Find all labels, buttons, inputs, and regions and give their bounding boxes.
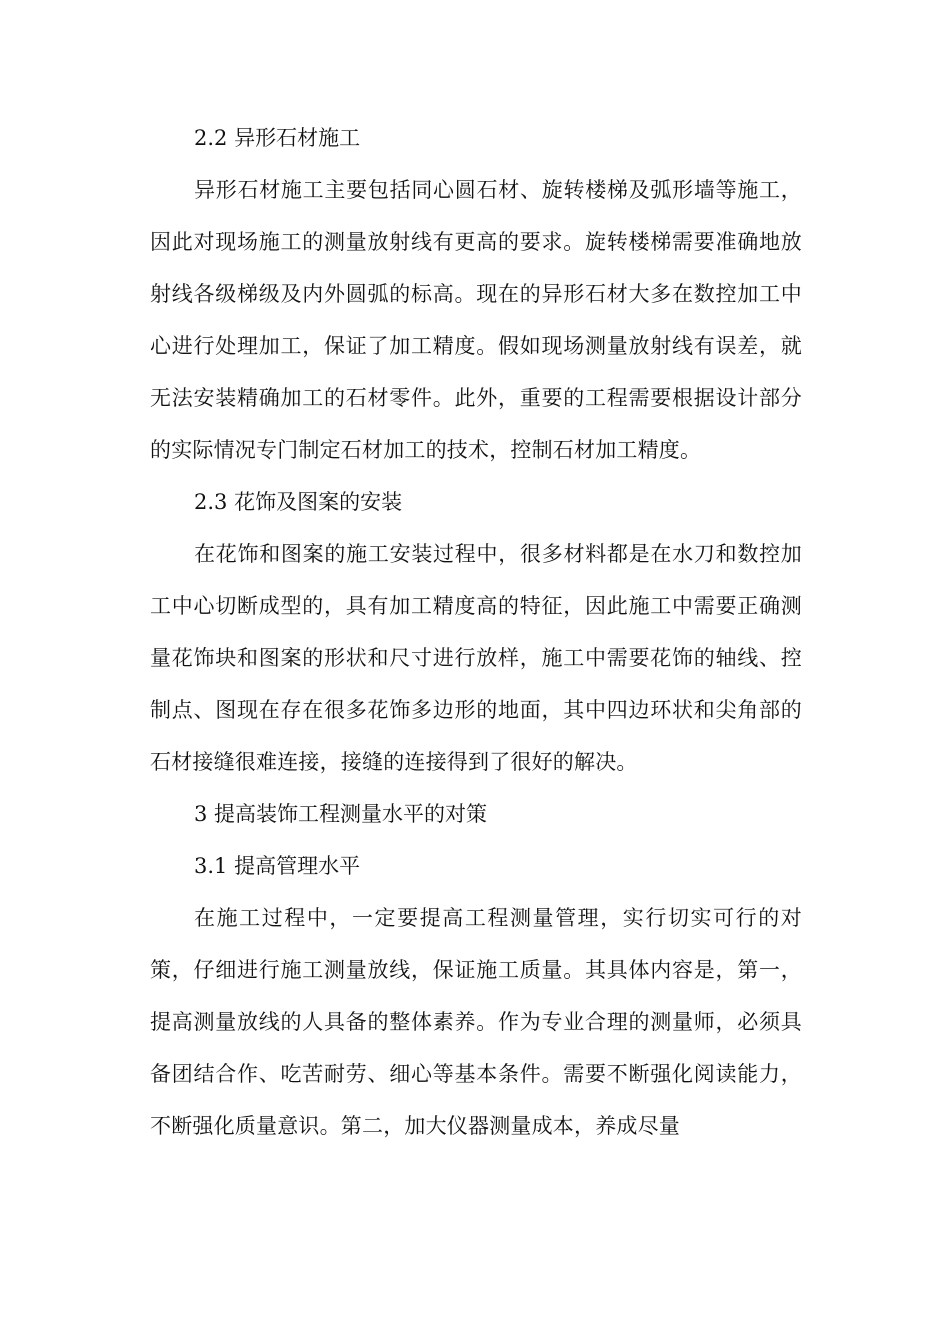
paragraph-management: 在施工过程中，一定要提高工程测量管理，实行切实可行的对策，仔细进行施工测量放线，保证施工质量。其具体内容是，第一，提高测量放线的人具备的整体素养。作为专业合理的测量师，必须具备团结合作、吃苦耐劳、细心等基本条件。需要不断强化阅读能力，不断强化质量意识。第二，加大仪器测量成本，养成尽量 (150, 906, 802, 1138)
section-heading-2-2: 2.2 异形石材施工 (194, 126, 361, 150)
section-heading-2-3: 2.3 花饰及图案的安装 (194, 490, 403, 514)
section-heading-3: 3 提高装饰工程测量水平的对策 (194, 802, 488, 826)
paragraph-ornament-installation: 在花饰和图案的施工安装过程中，很多材料都是在水刀和数控加工中心切断成型的，具有加工精度高的特征，因此施工中需要正确测量花饰块和图案的形状和尺寸进行放样，施工中需要花饰的轴线、控制点、图现在存在很多花饰多边形的地面，其中四边环状和尖角部的石材接缝很难连接，接缝的连接得到了很好的解决。 (150, 542, 802, 774)
section-heading-3-1: 3.1 提高管理水平 (194, 854, 361, 878)
document-body (150, 112, 802, 1152)
paragraph-special-stone: 异形石材施工主要包括同心圆石材、旋转楼梯及弧形墙等施工，因此对现场施工的测量放射线有更高的要求。旋转楼梯需要准确地放射线各级梯级及内外圆弧的标高。现在的异形石材大多在数控加工中心进行处理加工，保证了加工精度。假如现场测量放射线有误差，就无法安装精确加工的石材零件。此外，重要的工程需要根据设计部分的实际情况专门制定石材加工的技术，控制石材加工精度。 (150, 178, 802, 462)
